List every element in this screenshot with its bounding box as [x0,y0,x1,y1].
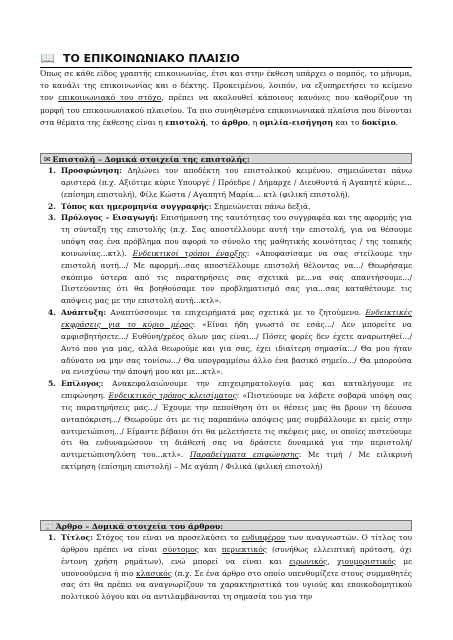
article-elements-list [40,532,412,603]
list-item: 4. Ανάπτυξη: Αναπτύσσουμε τα επιχειρήματά μας σχετικά με το ζητούμενο. Ενδεικτικές εκφράσεις για το κύριο μέρος: «Είναι ήδη γνωστό σε εσάς.../ Δεν μπορείτε να αμφισβητήσετε.../ Ευθύνη/χρέος όλων μας είναι.../ Πόσες φορές δεν έχετε αναρωτηθεί.../ Αυτό που για μας, αλλά θεωρούμε και για σας, έχει ιδιαίτερη σημασία.../ Θα μου ήταν αδύνατο να μην σας τονίσω.../ Θα υπογραμμίσω άλλο ένα βασικό σημείο.../ Θα μπορούσα να ενισχύσω την άποψή μου και με...κτλ». [48,308,412,377]
list-item: 3. Πρόλογος – Εισαγωγή: Επισήμανση της ταυτότητας του συγγραφέα και της αφορμής για τη σύνταξη της επιστολής (π.χ. Σας αποστέλλουμε αυτή την επιστολή, για να θέσουμε υπόψη σας ένα πρόβλημα που αφορά το σύνολο της μαθητικής κοινότητας / της τοπικής κοινωνίας...κτλ). Ενδεικτικοί τρόποι έναρξης: «Αποφασίσαμε να σας στείλουμε την επιστολή αυτή.../ Με αφορμή...σας αποστέλλουμε επιστολή θέλοντας να.../ Θεωρήσαμε σκόπιμο ύστερα από τις παρατηρήσεις σας σχετικά με...να σας απαντήσουμε.../ Πιστεύοντας ότι θα βοηθούσαμε τον προβληματισμό σας για...σας καταθέτουμε τις απόψεις μας με την επιστολή αυτή...κτλ». [48,213,412,306]
section-title-text: ΤΟ ΕΠΙΚΟΙΝΩΝΙΑΚΟ ΠΛΑΙΣΙΟ [62,51,240,65]
open-book-icon: 📖 [40,51,55,65]
envelope-icon: ✉ [44,155,51,164]
list-item: 1. Προσφώνηση: Δηλώνει τον αποδέκτη του επιστολικού κειμένου. σημειώνεται πάνω αριστερά (π.χ. Αξιότιμε κύριε Υπουργέ / Πρόεδρε / Δήμαρχε / Διευθυντά ή Αγαπητέ κύριε... (επίσημη επιστολή), Φίλε Κώστα / Αγαπητή Μαρία… κτλ (φιλική επιστολή). [48,166,412,199]
letter-elements-list [40,165,412,473]
list-item: 2. Τόπος και ημερομηνία συγγραφής: Σημειώνεται πάνω δεξιά. [48,201,311,211]
newspaper-icon: 📰 [44,522,54,531]
list-item: 5. Επίλογος: Ανακεφαλαιώνουμε την επιχειρηματολογία μας και καταλήγουμε σε επιφώνηση. Ενδεικτικός τρόπος κλεισίματος: «Πιστεύουμε να λάβετε σοβαρά υπόψη σας τις παρατηρήσεις μας.../ Έχουμε την πεποίθηση ότι οι θέσεις μας θα βρουν τη δέουσα ανταπόκριση.../ Θεωρούμε ότι με τις παραπάνω απόψεις μας συμβάλλουμε κι εμείς στην αντιμετώπιση.../ Είμαστε βέβαιοι ότι θα μελετήσετε τις σκέψεις μας, οι οποίες πιστεύουμε ότι θα ενδυναμώσουν τη διάθεσή σας να δράσετε δυναμικά για την περιστολή/αντιμετώπιση/λύση του...κτλ». Παραδείγματα επιφώνησης: Με τιμή / Με ειλικρινή εκτίμηση (επίσημη επιστολή) – Με αγάπη / Φιλικά (φιλική επιστολή) [48,379,412,472]
article-heading: 📰 Άρθρο – Δομικά στοιχεία του άρθρου: [40,520,412,531]
list-item: 1. Τίτλος: Στόχος του είναι να προσελκύσει το ενδιαφέρον των αναγνωστών. Ο τίτλος του άρθρου πρέπει να είναι σύντομος και περιεκτικός (συνήθως ελλειπτική πρόταση, όχι έντονη χρήση ρημάτων), ενώ μπορεί να είναι και ειρωνικός, χιουμοριστικός με υπονοούμενα ή πιο κλασικός (π.χ. Σε ένα άρθρο στο οποίο υπενθυμίζετε στους συμμαθητές σας ότι θα πρέπει να αναγνωρίζουν τα χαρακτηριστικά του υγιούς και εποικοδομητικού πολιτικού λόγου και να αντιλαμβάνονται τη σημασία του για την [48,533,413,602]
intro-paragraph: Όπως σε κάθε είδος γραπτής επικοινωνίας, έτσι και στην έκθεση υπάρχει ο πομπός, το μήνυμα, το κανάλι της επικοινωνίας και ο δέκτης. Προκειμένου, λοιπόν, να εξυπηρετήσει το κείμενο τον επικοινωνιακό του στόχο, πρέπει να ακολουθεί κάποιους κανόνες που καθορίζουν τη μορφή του επικοινωνιακού πλαισίου. Τα πιο συνηθισμένα επικοινωνιακά πλαίσια που δίνονται στα θέματα της έκθεσης είναι η επιστολή, το άρθρο, η ομιλία-εισήγηση και το δοκίμιο. [40,69,412,127]
letter-heading: ✉ Επιστολή – Δομικά στοιχεία της επιστολής: [40,153,412,164]
section-title [40,49,412,68]
